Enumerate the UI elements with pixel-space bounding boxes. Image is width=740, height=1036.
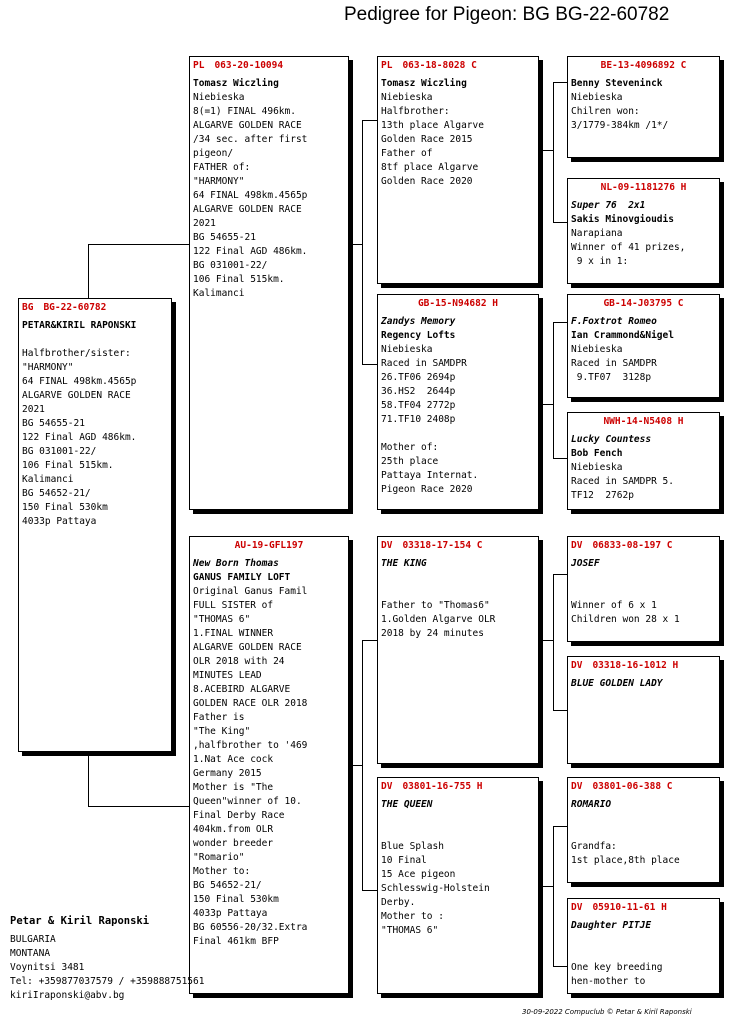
- pigeon-card-mfm[interactable]: [567, 656, 720, 764]
- detail-line: Kalimanci: [22, 474, 74, 485]
- detail-line: GANUS FAMILY LOFT: [193, 572, 291, 583]
- pigeon-card-fmm[interactable]: [567, 412, 720, 510]
- pigeon-details: [19, 314, 171, 529]
- pigeon-card-mother[interactable]: [189, 536, 349, 994]
- connector-line: [553, 826, 554, 966]
- ring-header: [568, 537, 719, 552]
- pigeon-card-main[interactable]: [18, 298, 172, 752]
- connector-line: [539, 640, 553, 641]
- connector-line: [362, 120, 377, 121]
- breeder-city: Voynitsi 3481: [10, 962, 85, 973]
- detail-line: ALGARVE GOLDEN RACE: [193, 642, 302, 653]
- detail-line: "Romario": [193, 852, 245, 863]
- ring-prefix: BG: [22, 302, 34, 313]
- detail-line: "HARMONY": [22, 362, 74, 373]
- detail-line: 10 Final: [381, 855, 427, 866]
- breeder-name: Petar & Kiril Raponski: [10, 915, 150, 927]
- pigeon-card-father[interactable]: [189, 56, 349, 510]
- detail-line: FATHER of:: [193, 162, 251, 173]
- detail-line: THE KING: [381, 558, 427, 569]
- detail-line: One key breeding: [571, 962, 663, 973]
- connector-line: [553, 322, 554, 458]
- detail-line: Raced in SAMDPR: [381, 358, 467, 369]
- detail-line: Original Ganus Famil: [193, 586, 308, 597]
- pigeon-details: [568, 914, 719, 989]
- connector-line: [553, 458, 567, 459]
- detail-line: Super 76 2x1: [571, 200, 646, 211]
- connector-line: [553, 574, 554, 710]
- breeder-info: [10, 914, 204, 1003]
- detail-line: 1.FINAL WINNER: [193, 628, 274, 639]
- detail-line: Niebieska: [571, 344, 623, 355]
- connector-line: [553, 710, 567, 711]
- connector-line: [349, 765, 362, 766]
- pigeon-card-mff[interactable]: [567, 536, 720, 642]
- detail-line: 1.Nat Ace cock: [193, 754, 274, 765]
- ring-number: 03801-16-755 H: [402, 781, 483, 792]
- detail-line: 26.TF06 2694p: [381, 372, 456, 383]
- ring-header: [568, 295, 719, 310]
- ring-number: 06833-08-197 C: [592, 540, 673, 551]
- detail-line: Tomasz Wiczling: [381, 78, 467, 89]
- ring-header: [378, 778, 538, 793]
- detail-line: 9 x in 1:: [571, 256, 629, 267]
- spacer: [571, 585, 716, 599]
- detail-line: 15 Ace pigeon: [381, 869, 456, 880]
- detail-line: /34 sec. after first: [193, 134, 308, 145]
- detail-line: 3/1779-384km /1*/: [571, 120, 669, 131]
- detail-line: 25th place: [381, 456, 439, 467]
- pigeon-details: [568, 310, 719, 385]
- detail-line: Final Derby Race: [193, 810, 285, 821]
- ring-prefix: DV: [571, 781, 583, 792]
- connector-line: [553, 222, 567, 223]
- detail-line: Chilren won:: [571, 106, 640, 117]
- spacer: [381, 826, 535, 840]
- ring-prefix: DV: [571, 660, 583, 671]
- detail-line: Golden Race 2015: [381, 134, 473, 145]
- ring-prefix: PL: [381, 60, 393, 71]
- pigeon-card-fmf[interactable]: [567, 294, 720, 398]
- detail-line: 2018 by 24 minutes: [381, 628, 484, 639]
- ring-number: 063-20-10094: [214, 60, 284, 71]
- ring-number: 03801-06-388 C: [592, 781, 673, 792]
- detail-line: Daughter PITJE: [571, 920, 652, 931]
- detail-line: Father is: [193, 712, 245, 723]
- connector-line: [539, 404, 553, 405]
- detail-line: Raced in SAMDPR 5.: [571, 476, 674, 487]
- detail-line: THE QUEEN: [381, 799, 433, 810]
- detail-line: Golden Race 2020: [381, 176, 473, 187]
- detail-line: Grandfa:: [571, 841, 617, 852]
- page-title: Pedigree for Pigeon: BG BG-22-60782: [344, 4, 670, 25]
- detail-line: ROMARIO: [571, 799, 612, 810]
- detail-line: ,halfbrother to '469: [193, 740, 308, 751]
- detail-line: "THOMAS 6": [381, 925, 439, 936]
- detail-line: Bob Fench: [571, 448, 623, 459]
- ring-number: 03318-17-154 C: [402, 540, 483, 551]
- detail-line: Niebieska: [571, 462, 623, 473]
- detail-line: Halfbrother:: [381, 106, 450, 117]
- connector-line: [349, 244, 362, 245]
- detail-line: Niebieska: [193, 92, 245, 103]
- detail-line: 106 Final 515km.: [22, 460, 114, 471]
- ring-number: 05910-11-61 H: [592, 902, 667, 913]
- detail-line: BG 54652-21/: [22, 488, 91, 499]
- ring-header: [568, 657, 719, 672]
- detail-line: ALGARVE GOLDEN RACE: [193, 120, 302, 131]
- pigeon-details: [568, 194, 719, 269]
- detail-line: Derby.: [381, 897, 416, 908]
- detail-line: Blue Splash: [381, 841, 444, 852]
- detail-line: BG 031001-22/: [193, 260, 268, 271]
- connector-line: [553, 966, 567, 967]
- ring-header: [568, 778, 719, 793]
- detail-line: 150 Final 530km: [22, 502, 108, 513]
- pigeon-details: [568, 428, 719, 503]
- detail-line: wonder breeder: [193, 838, 274, 849]
- pigeon-card-father-mother[interactable]: [377, 294, 539, 510]
- detail-line: BG 60556-20/32.Extra: [193, 922, 308, 933]
- spacer: [571, 947, 716, 961]
- detail-line: Queen"winner of 10.: [193, 796, 302, 807]
- detail-line: 13th place Algarve: [381, 120, 484, 131]
- connector-line: [362, 640, 363, 890]
- detail-line: Benny Steveninck: [571, 78, 663, 89]
- pigeon-details: [190, 72, 348, 301]
- detail-line: 8tf place Algarve: [381, 162, 479, 173]
- ring-number: 063-18-8028 C: [402, 60, 477, 71]
- detail-line: JOSEF: [571, 558, 600, 569]
- connector-line: [362, 364, 377, 365]
- ring-header: [568, 413, 719, 428]
- connector-line: [553, 82, 554, 222]
- pigeon-details: [378, 72, 538, 189]
- spacer: [381, 571, 535, 585]
- connector-line: [362, 640, 377, 641]
- detail-line: 1st place,8th place: [571, 855, 680, 866]
- detail-line: Father to "Thomas6": [381, 600, 490, 611]
- detail-line: Zandys Memory: [381, 316, 456, 327]
- detail-line: Final 461km BFP: [193, 936, 279, 947]
- connector-line: [553, 82, 567, 83]
- detail-line: Pigeon Race 2020: [381, 484, 473, 495]
- ring-prefix: DV: [381, 781, 393, 792]
- ring-prefix: DV: [571, 540, 583, 551]
- ring-number: AU-19-GFL197: [234, 540, 304, 551]
- detail-line: FULL SISTER of: [193, 600, 274, 611]
- detail-line: "HARMONY": [193, 176, 245, 187]
- detail-line: Winner of 6 x 1: [571, 600, 657, 611]
- detail-line: pigeon/: [193, 148, 234, 159]
- ring-number: BG-22-60782: [43, 302, 107, 313]
- pigeon-card-mmf[interactable]: [567, 777, 720, 883]
- ring-header: [190, 57, 348, 72]
- connector-line: [539, 150, 553, 151]
- pigeon-card-ffm[interactable]: [567, 178, 720, 284]
- detail-line: BG 031001-22/: [22, 446, 97, 457]
- spacer: [571, 826, 716, 840]
- ring-header: [568, 57, 719, 72]
- detail-line: Regency Lofts: [381, 330, 456, 341]
- detail-line: Narapiana: [571, 228, 623, 239]
- detail-line: Ian Crammond&Nigel: [571, 330, 674, 341]
- detail-line: Mother of:: [381, 442, 439, 453]
- detail-line: 122 Final AGD 486km.: [193, 246, 308, 257]
- detail-line: Schlesswig-Holstein: [381, 883, 490, 894]
- detail-line: Kalimanci: [193, 288, 245, 299]
- ring-header: [378, 537, 538, 552]
- detail-line: 9.TF07 3128p: [571, 372, 652, 383]
- pigeon-card-mother-father[interactable]: [377, 536, 539, 764]
- connector-line: [539, 886, 553, 887]
- footer-credit: 30-09-2022 Compuclub © Petar & Kiril Raponski: [522, 1008, 692, 1016]
- ring-prefix: DV: [381, 540, 393, 551]
- breeder-country: BULGARIA: [10, 934, 56, 945]
- detail-line: 36.HS2 2644p: [381, 386, 456, 397]
- detail-line: Halfbrother/sister:: [22, 348, 131, 359]
- detail-line: 4033p Pattaya: [22, 516, 97, 527]
- pigeon-details: [378, 310, 538, 497]
- detail-line: 404km.from OLR: [193, 824, 274, 835]
- breeder-email[interactable]: kiriIraponski@abv.bg: [10, 990, 125, 1001]
- detail-line: 8.ACEBIRD ALGARVE: [193, 684, 291, 695]
- detail-line: "THOMAS 6": [193, 614, 251, 625]
- pigeon-details: [568, 552, 719, 627]
- detail-line: Raced in SAMDPR: [571, 358, 657, 369]
- ring-header: [378, 57, 538, 72]
- detail-line: Sakis Minovgioudis: [571, 214, 674, 225]
- ring-number: GB-15-N94682 H: [417, 298, 499, 309]
- ring-number: NL-09-1181276 H: [600, 182, 687, 193]
- connector-line: [362, 120, 363, 364]
- detail-line: 64 FINAL 498km.4565p: [22, 376, 137, 387]
- spacer: [381, 427, 535, 441]
- detail-line: OLR 2018 with 24: [193, 656, 285, 667]
- detail-line: Mother is "The: [193, 782, 274, 793]
- detail-line: Niebieska: [381, 344, 433, 355]
- detail-line: 4033p Pattaya: [193, 908, 268, 919]
- spacer: [22, 333, 168, 347]
- breeder-region: MONTANA: [10, 948, 51, 959]
- detail-line: 122 Final AGD 486km.: [22, 432, 137, 443]
- detail-line: Niebieska: [381, 92, 433, 103]
- detail-line: PETAR&KIRIL RAPONSKI: [22, 320, 137, 331]
- detail-line: Lucky Countess: [571, 434, 652, 445]
- detail-line: MINUTES LEAD: [193, 670, 262, 681]
- detail-line: Mother to :: [381, 911, 444, 922]
- pigeon-card-mmm[interactable]: [567, 898, 720, 994]
- detail-line: Winner of 41 prizes,: [571, 242, 686, 253]
- ring-prefix: DV: [571, 902, 583, 913]
- detail-line: 1.Golden Algarve OLR: [381, 614, 496, 625]
- detail-line: Children won 28 x 1: [571, 614, 680, 625]
- detail-line: hen-mother to: [571, 976, 646, 987]
- detail-line: ALGARVE GOLDEN RACE: [22, 390, 131, 401]
- ring-number: NWH-14-N5408 H: [603, 416, 684, 427]
- detail-line: 150 Final 530km: [193, 894, 279, 905]
- detail-line: New Born Thomas: [193, 558, 279, 569]
- ring-number: BE-13-4096892 C: [600, 60, 687, 71]
- detail-line: 2021: [22, 404, 45, 415]
- pigeon-details: [568, 793, 719, 868]
- connector-line: [553, 826, 567, 827]
- detail-line: 64 FINAL 498km.4565p: [193, 190, 308, 201]
- detail-line: BG 54655-21: [22, 418, 85, 429]
- detail-line: "The King": [193, 726, 251, 737]
- pigeon-card-fff[interactable]: [567, 56, 720, 158]
- spacer: [571, 812, 716, 826]
- detail-line: BLUE GOLDEN LADY: [571, 678, 663, 689]
- connector-line: [88, 806, 189, 807]
- detail-line: Germany 2015: [193, 768, 262, 779]
- pigeon-card-mother-mother[interactable]: [377, 777, 539, 994]
- pigeon-details: [378, 552, 538, 641]
- detail-line: Niebieska: [571, 92, 623, 103]
- detail-line: 106 Final 515km.: [193, 274, 285, 285]
- spacer: [571, 933, 716, 947]
- detail-line: Father of: [381, 148, 433, 159]
- detail-line: TF12 2762p: [571, 490, 634, 501]
- detail-line: BG 54655-21: [193, 232, 256, 243]
- spacer: [381, 585, 535, 599]
- detail-line: ALGARVE GOLDEN RACE: [193, 204, 302, 215]
- detail-line: 58.TF04 2772p: [381, 400, 456, 411]
- ring-header: [19, 299, 171, 314]
- ring-header: [568, 179, 719, 194]
- ring-header: [378, 295, 538, 310]
- connector-line: [553, 322, 567, 323]
- detail-line: 8(=1) FINAL 496km.: [193, 106, 296, 117]
- pigeon-details: [568, 72, 719, 133]
- ring-number: 03318-16-1012 H: [592, 660, 679, 671]
- spacer: [381, 812, 535, 826]
- detail-line: F.Foxtrot Romeo: [571, 316, 657, 327]
- connector-line: [88, 752, 89, 806]
- ring-prefix: PL: [193, 60, 205, 71]
- pigeon-details: [568, 672, 719, 691]
- connector-line: [88, 244, 189, 245]
- connector-line: [88, 244, 89, 298]
- pigeon-card-father-father[interactable]: [377, 56, 539, 284]
- pigeon-details: [378, 793, 538, 938]
- pigeon-details: [190, 552, 348, 949]
- breeder-phone: Tel: +359877037579 / +359888751561: [10, 976, 205, 987]
- detail-line: GOLDEN RACE OLR 2018: [193, 698, 308, 709]
- detail-line: Mother to:: [193, 866, 251, 877]
- connector-line: [362, 890, 377, 891]
- spacer: [571, 571, 716, 585]
- detail-line: BG 54652-21/: [193, 880, 262, 891]
- ring-number: GB-14-J03795 C: [603, 298, 684, 309]
- detail-line: Pattaya Internat.: [381, 470, 479, 481]
- detail-line: Tomasz Wiczling: [193, 78, 279, 89]
- ring-header: [568, 899, 719, 914]
- connector-line: [553, 574, 567, 575]
- detail-line: 71.TF10 2408p: [381, 414, 456, 425]
- ring-header: [190, 537, 348, 552]
- detail-line: 2021: [193, 218, 216, 229]
